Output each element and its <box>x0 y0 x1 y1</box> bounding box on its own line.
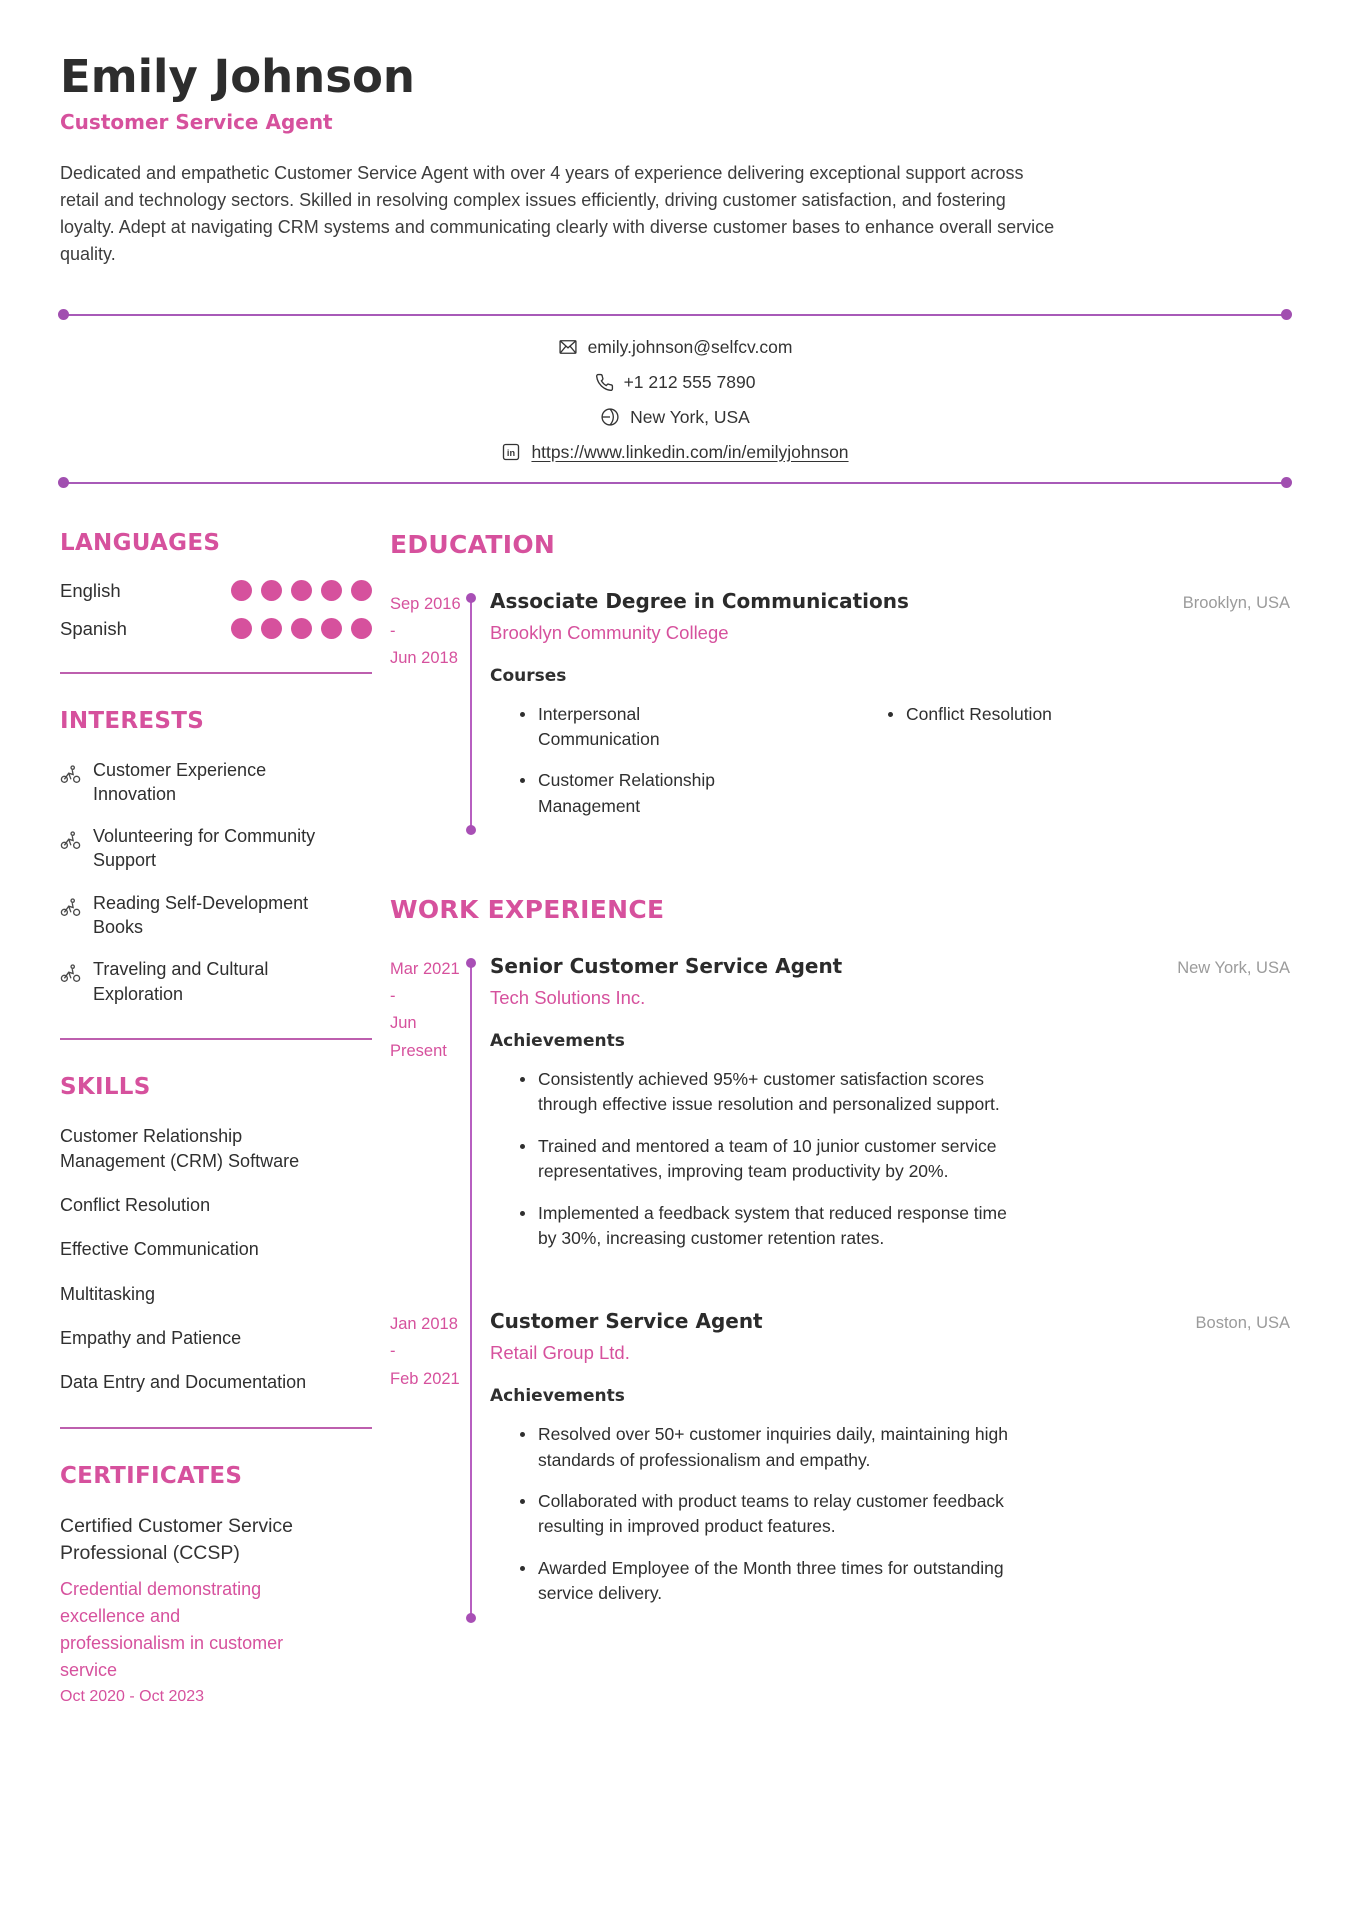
contact-rows <box>60 316 1290 482</box>
language-name: English <box>60 579 121 601</box>
interest-label: Traveling and Cultural Exploration <box>93 959 269 1004</box>
language-row <box>60 580 372 602</box>
achievement-item: Implemented a feedback system that reduced response time by 30%, increasing customer retention rates. <box>520 1201 1028 1252</box>
company-name: Retail Group Ltd. <box>490 1342 630 1364</box>
main-columns <box>60 530 1290 1706</box>
job-title: Customer Service Agent <box>490 1309 763 1334</box>
education-section <box>390 530 1290 836</box>
person-name: Emily Johnson <box>60 50 415 103</box>
entry-location: New York, USA <box>1177 959 1290 977</box>
date-separator: - <box>390 987 396 1006</box>
course-item: Conflict Resolution <box>888 702 1290 727</box>
work-entry <box>390 1309 1290 1622</box>
skill-item: Multitasking <box>60 1283 156 1304</box>
interests-section <box>60 708 372 1006</box>
entry-title-row <box>490 954 1290 978</box>
course-item: Interpersonal Communication <box>520 702 738 753</box>
education-entries <box>390 589 1290 836</box>
date-line: Jun <box>390 1014 417 1033</box>
interest-label: Reading Self-Development Books <box>93 892 309 937</box>
date-line: Jun 2018 <box>390 648 458 667</box>
skill-item: Data Entry and Documentation <box>60 1372 307 1392</box>
date-line: Jan 2018 <box>390 1315 458 1334</box>
education-entry <box>390 589 1290 836</box>
level-dot <box>231 580 252 601</box>
achievement-item: Consistently achieved 95%+ customer satisfaction scores through effective issue resolution and personalized support. <box>520 1067 1028 1118</box>
skill-item: Empathy and Patience <box>60 1327 242 1348</box>
contact-phone <box>595 365 756 400</box>
contact-phone-text: +1 212 555 7890 <box>623 371 756 392</box>
cyclist-icon <box>60 891 93 940</box>
job-title: Senior Customer Service Agent <box>490 954 843 978</box>
entry-content <box>470 589 1290 836</box>
level-dot <box>261 580 282 601</box>
entry-date-range <box>390 1309 470 1622</box>
level-dot <box>351 580 372 601</box>
cyclist-icon <box>60 957 93 1006</box>
certificates-heading: CERTIFICATES <box>60 1463 243 1490</box>
courses-column-1 <box>490 686 858 836</box>
envelope-icon <box>558 337 578 357</box>
cyclist-icon <box>60 758 93 807</box>
courses-label: Courses <box>490 665 567 686</box>
work-entry <box>390 954 1290 1267</box>
contact-location <box>600 400 750 435</box>
skill-item: Effective Communication <box>60 1239 259 1260</box>
entry-title-row <box>490 589 1290 613</box>
courses-columns <box>490 686 1290 836</box>
skill-item: Customer Relationship Management (CRM) Software <box>60 1125 300 1172</box>
achievement-item: Trained and mentored a team of 10 junior customer service representatives, improving team productivity by 20%. <box>520 1134 1028 1185</box>
interests-heading: INTERESTS <box>60 707 205 734</box>
course-item: Customer Relationship Management <box>520 768 738 819</box>
work-experience-section <box>390 895 1290 1623</box>
languages-heading: LANGUAGES <box>60 529 221 556</box>
level-dot <box>321 618 342 639</box>
level-dot <box>291 618 312 639</box>
school-name: Brooklyn Community College <box>490 621 729 643</box>
level-dot <box>291 580 312 601</box>
courses-column-2 <box>858 686 1290 836</box>
cyclist-icon <box>60 824 93 873</box>
timeline-line <box>470 597 472 832</box>
timeline-line <box>470 962 472 1619</box>
date-line: Mar 2021 <box>390 960 460 978</box>
certificate-description: Credential demonstrating excellence and professionalism in customer service <box>60 1578 284 1680</box>
entry-date-range <box>390 589 470 836</box>
date-line: Present <box>390 1041 447 1060</box>
certificate-dates: Oct 2020 - Oct 2023 <box>60 1687 205 1705</box>
interest-item <box>60 891 372 940</box>
entry-date-range <box>390 954 470 1267</box>
language-level-dots <box>222 580 372 601</box>
certificate-item <box>60 1513 372 1706</box>
header <box>60 52 1290 268</box>
achievement-item: Resolved over 50+ customer inquiries daily, maintaining high standards of professionalism and empathy. <box>520 1422 1028 1473</box>
contact-divider-bottom <box>60 482 1290 484</box>
achievements-label: Achievements <box>490 1031 625 1051</box>
summary-text: Dedicated and empathetic Customer Service Agent with over 4 years of experience delivering exceptional support across retail and technology sectors. Skilled in resolving complex issues efficiently, driving customer satisfaction, and fostering loyalty. Adept at navigating CRM systems and communicating clearly with diverse customer bases to enhance overall service quality. <box>60 162 1055 264</box>
interest-label: Volunteering for Community Support <box>93 826 316 871</box>
right-column <box>390 530 1290 1706</box>
globe-icon <box>600 407 620 427</box>
left-column <box>60 530 372 1706</box>
education-heading: EDUCATION <box>390 529 556 559</box>
contact-email <box>558 330 793 365</box>
contact-divider-top <box>60 314 1290 316</box>
contact-location-text: New York, USA <box>630 406 750 427</box>
entry-title-row <box>490 1309 1290 1333</box>
person-job-title: Customer Service Agent <box>60 109 333 134</box>
entry-location: Boston, USA <box>1195 1314 1290 1333</box>
level-dot <box>231 618 252 639</box>
achievement-item: Collaborated with product teams to relay customer feedback resulting in improved product features. <box>520 1489 1028 1540</box>
achievements-label: Achievements <box>490 1386 625 1407</box>
achievement-item: Awarded Employee of the Month three times for outstanding service delivery. <box>520 1556 1028 1607</box>
date-separator: - <box>390 1342 396 1361</box>
entry-location: Brooklyn, USA <box>1182 593 1290 612</box>
work-entries <box>390 954 1290 1623</box>
level-dot <box>351 618 372 639</box>
degree-title: Associate Degree in Communications <box>490 588 909 613</box>
certificates-section <box>60 1463 372 1706</box>
contact-linkedin <box>501 435 848 470</box>
interest-item <box>60 824 372 873</box>
interest-item <box>60 758 372 807</box>
entry-content <box>470 954 1290 1267</box>
date-separator: - <box>390 621 396 640</box>
language-name: Spanish <box>60 617 127 639</box>
level-dot <box>321 580 342 601</box>
languages-section <box>60 530 372 640</box>
date-line: Sep 2016 <box>390 594 461 613</box>
level-dot <box>261 618 282 639</box>
entry-content <box>470 1309 1290 1622</box>
section-divider <box>60 1038 372 1040</box>
section-divider <box>60 672 372 674</box>
language-level-dots <box>222 618 372 639</box>
interest-label: Customer Experience Innovation <box>93 759 267 804</box>
language-row <box>60 618 372 640</box>
work-experience-heading: WORK EXPERIENCE <box>390 895 665 924</box>
section-divider <box>60 1427 372 1429</box>
contact-email-text: emily.johnson@selfcv.com <box>587 336 793 357</box>
date-line: Feb 2021 <box>390 1369 460 1388</box>
skills-section <box>60 1074 372 1395</box>
svg-text:in: in <box>507 447 516 458</box>
interest-item <box>60 957 372 1006</box>
contact-section <box>60 314 1290 484</box>
phone-icon <box>595 373 614 392</box>
linkedin-link[interactable]: https://www.linkedin.com/in/emilyjohnson <box>531 441 849 462</box>
skill-item: Conflict Resolution <box>60 1195 211 1216</box>
linkedin-icon <box>501 442 521 462</box>
certificate-title: Certified Customer Service Professional (CCSP) <box>60 1515 293 1565</box>
skills-heading: SKILLS <box>60 1073 151 1100</box>
company-name: Tech Solutions Inc. <box>490 987 646 1008</box>
